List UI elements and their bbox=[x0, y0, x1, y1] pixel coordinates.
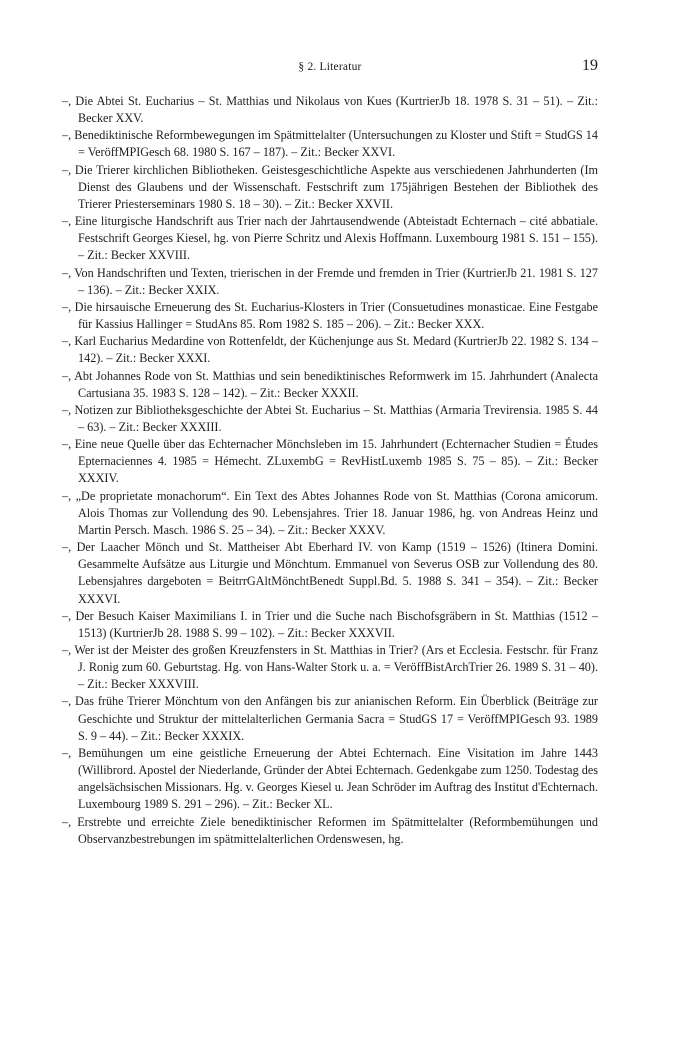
bibliography-entry: –, Die Abtei St. Eucharius – St. Matthias und Nikolaus von Kues (KurtrierJb 18. 1978 S. 31 – 51). – Zit.: Becker XXV. bbox=[62, 94, 598, 126]
bibliography-entry: –, Eine neue Quelle über das Echternacher Mönchsleben im 15. Jahrhundert (Echternacher Studien = Études Epternaciennes 4. 1985 = Hémecht. ZLuxembG = RevHistLuxemb 1985 S. 75 – 85). – Zit.: Becker XXXIV. bbox=[62, 437, 598, 486]
bibliography-entry: –, Der Besuch Kaiser Maximilians I. in Trier und die Suche nach Bischofsgräbern in St. Matthias (1512 – 1513) (KurtrierJb 28. 1988 S. 99 – 102). – Zit.: Becker XXXVII. bbox=[62, 608, 598, 640]
bibliography-entry: –, Von Handschriften und Texten, trierischen in der Fremde und fremden in Trier (KurtrierJb 21. 1981 S. 127 – 136). – Zit.: Becker XXIX. bbox=[62, 265, 598, 297]
bibliography-entry: –, Notizen zur Bibliotheksgeschichte der Abtei St. Eucharius – St. Matthias (Armaria Trevirensia. 1985 S. 44 – 63). – Zit.: Becker XXXIII. bbox=[62, 402, 598, 434]
bibliography-entry: –, Die Trierer kirchlichen Bibliotheken. Geistesgeschichtliche Aspekte aus verschiedenen Jahrhunderten (Im Dienst des Glaubens und der Wissenschaft. Festschrift zum 175jährigen Bestehen der Bibliothek des Trierer Priesterseminars 1980 S. 18 – 30). – Zit.: Becker XXVII. bbox=[62, 162, 598, 211]
bibliography-entry: –, Benediktinische Reformbewegungen im Spätmittelalter (Untersuchungen zu Kloster und Stift = StudGS 14 = VeröffMPIGesch 68. 1980 S. 167 – 187). – Zit.: Becker XXVI. bbox=[62, 128, 598, 160]
bibliography-entry: –, Das frühe Trierer Mönchtum von den Anfängen bis zur anianischen Reform. Ein Überblick (Beiträge zur Geschichte und Struktur der mittelalterlichen Germania Sacra = StudGS 17 = VeröffMPIGesch 93. 1989 S. 9 – 44). – Zit.: Becker XXXIX. bbox=[62, 694, 598, 743]
bibliography-list bbox=[62, 93, 598, 848]
bibliography-entry: –, Wer ist der Meister des großen Kreuzfensters in St. Matthias in Trier? (Ars et Ecclesia. Festschr. für Franz J. Ronig zum 60. Geburtstag. Hg. von Hans-Walter Stork u. a. = VeröffBistArchTrier 26. 1989 S. 31 – 40). – Zit.: Becker XXXVIII. bbox=[62, 643, 598, 692]
bibliography-entry: –, Eine liturgische Handschrift aus Trier nach der Jahrtausendwende (Abteistadt Echternach – cité abbatiale. Festschrift Georges Kiesel, hg. von Pierre Schritz und Alexis Hoffmann. Luxembourg 1981 S. 151 – 155). – Zit.: Becker XXVIII. bbox=[62, 214, 598, 263]
bibliography-entry: –, Bemühungen um eine geistliche Erneuerung der Abtei Echternach. Eine Visitation im Jahre 1443 (Willibrord. Apostel der Niederlande, Gründer der Abtei Echternach. Gedenkgabe zum 1250. Todestag des angelsächsischen Missionars. Hg. v. Georges Kiesel u. Jean Schröder im Auftrag des Institut d'Echternach. Luxembourg 1989 S. 291 – 296). – Zit.: Becker XL. bbox=[62, 745, 598, 812]
bibliography-entry: –, Der Laacher Mönch und St. Mattheiser Abt Eberhard IV. von Kamp (1519 – 1526) (Itinera Domini. Gesammelte Aufsätze aus Liturgie und Mönchtum. Emmanuel von Severus OSB zur Vollendung des 80. Lebensjahres dargeboten = BeitrrGAltMönchtBenedt Suppl.Bd. 5. 1988 S. 341 – 354). – Zit.: Becker XXXVI. bbox=[62, 540, 598, 606]
bibliography-entry: –, Abt Johannes Rode von St. Matthias und sein benediktinisches Reformwerk im 15. Jahrhundert (Analecta Cartusiana 35. 1983 S. 128 – 142). – Zit.: Becker XXXII. bbox=[62, 368, 598, 400]
bibliography-entry: –, Karl Eucharius Medardine von Rottenfeldt, der Küchenjunge aus St. Medard (KurtrierJb 22. 1982 S. 134 – 142). – Zit.: Becker XXXI. bbox=[62, 334, 598, 366]
bibliography-entry: –, „De proprietate monachorum“. Ein Text des Abtes Johannes Rode von St. Matthias (Corona amicorum. Alois Thomas zur Vollendung des 90. Lebensjahres. Trier 18. Januar 1986, hg. von Andreas Heinz und Martin Persch. Masch. 1986 S. 25 – 34). – Zit.: Becker XXXV. bbox=[62, 488, 598, 537]
running-head bbox=[62, 58, 598, 78]
page-number: 19 bbox=[582, 57, 598, 74]
bibliography-entry: –, Erstrebte und erreichte Ziele benediktinischer Reformen im Spätmittelalter (Reformbemühungen und Observanzbestrebungen im spätmittelalterlichen Ordenswesen, hg. bbox=[62, 814, 598, 846]
running-title: § 2. Literatur bbox=[298, 61, 362, 73]
bibliography-entry: –, Die hirsauische Erneuerung des St. Eucharius-Klosters in Trier (Consuetudines monasticae. Eine Festgabe für Kassius Hallinger = StudAns 85. Rom 1982 S. 185 – 206). – Zit.: Becker XXX. bbox=[62, 299, 598, 332]
